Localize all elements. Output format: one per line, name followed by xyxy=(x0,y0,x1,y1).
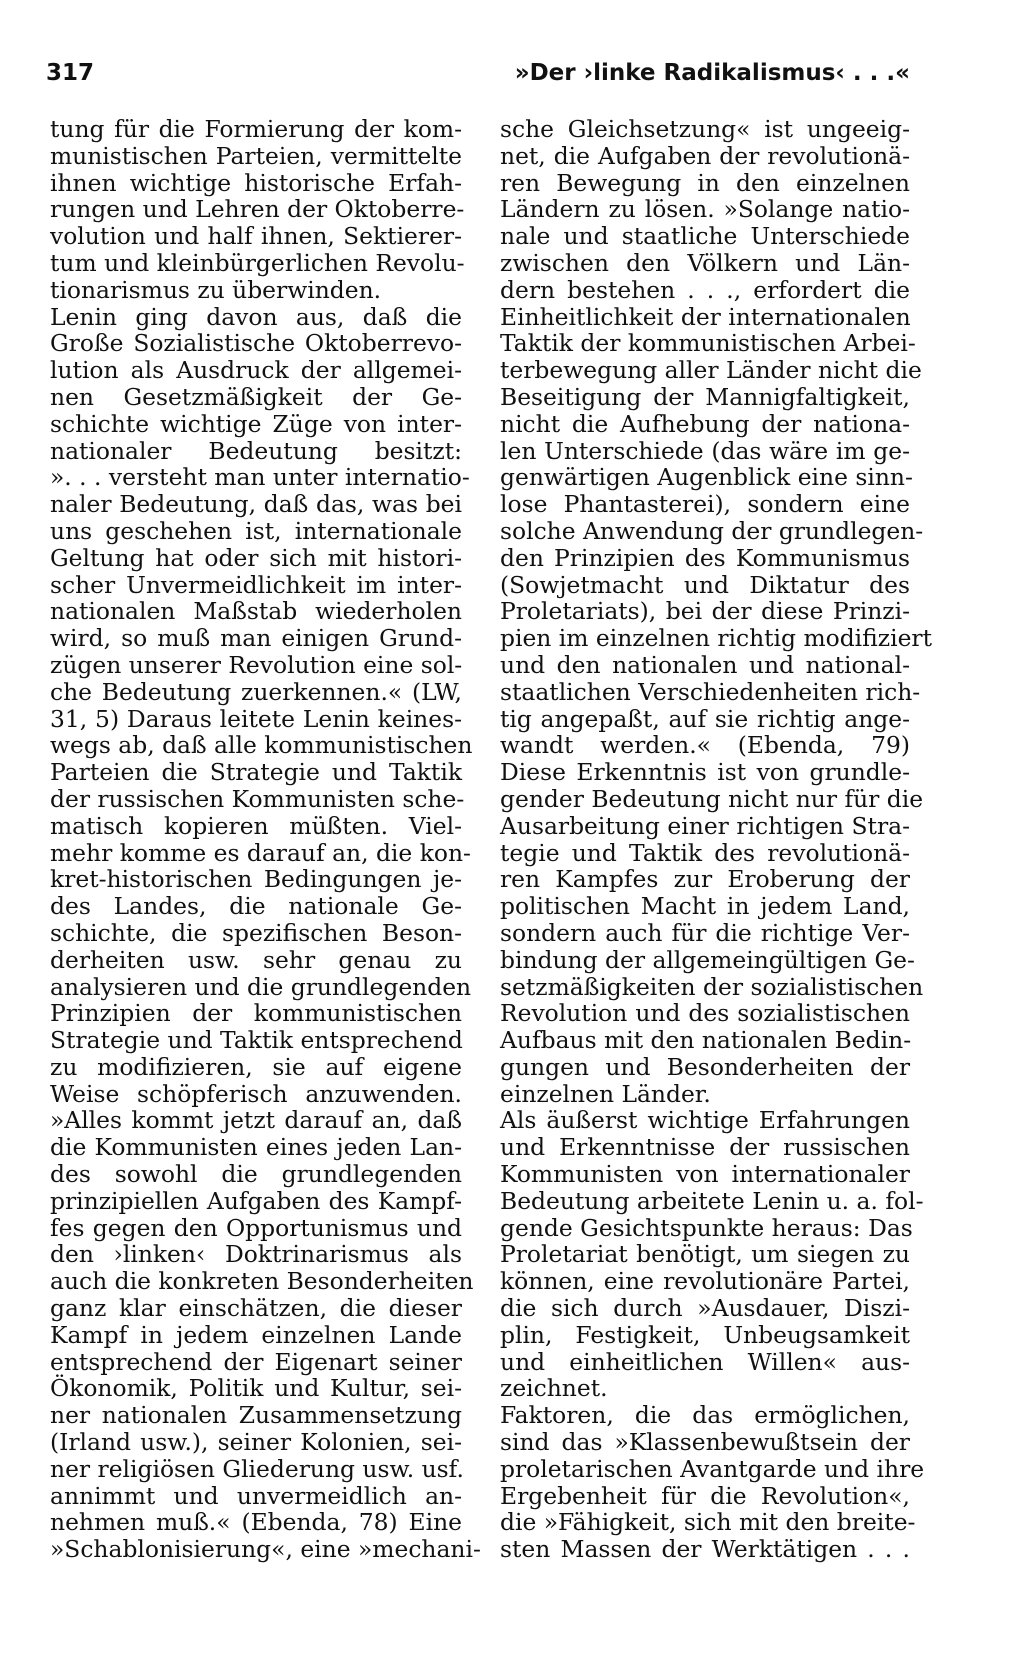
text-line: »Schablonisierung«, eine »mechani- xyxy=(50,1535,481,1564)
text-line: können, eine revolutionäre Partei, xyxy=(500,1267,910,1296)
text-line: (Sowjetmacht und Diktatur des xyxy=(500,570,910,599)
text-line: wird, so muß man einigen Grund- xyxy=(50,624,462,653)
text-line: Revolution und des sozialistischen xyxy=(500,999,910,1028)
text-line: gender Bedeutung nicht nur für die xyxy=(500,784,924,813)
text-line: nationaler Bedeutung besitzt: xyxy=(50,436,462,465)
text-line: Proletariat benötigt, um siegen zu xyxy=(500,1240,910,1269)
text-line: sind das »Klassenbewußtsein der xyxy=(500,1428,910,1457)
text-line: Proletariats), bei der diese Prinzi- xyxy=(500,597,910,626)
text-line: setzmäßigkeiten der sozialistischen xyxy=(500,972,924,1001)
text-line: Faktoren, die das ermöglichen, xyxy=(500,1401,910,1430)
text-line: sten Massen der Werktätigen . . . xyxy=(500,1535,910,1564)
text-line: terbewegung aller Länder nicht die xyxy=(500,356,922,385)
text-line: ganz klar einschätzen, die dieser xyxy=(50,1294,462,1323)
text-line: Weise schöpferisch anzuwenden. xyxy=(50,1079,462,1108)
text-line: nale und staatliche Unterschiede xyxy=(500,222,910,251)
right-text-column xyxy=(500,115,932,1564)
text-line: prinzipiellen Aufgaben des Kampf- xyxy=(50,1186,462,1215)
text-line: che Bedeutung zuerkennen.« (LW, xyxy=(50,677,462,706)
text-line: len Unterschiede (das wäre im ge- xyxy=(500,436,910,465)
text-line: plin, Festigkeit, Unbeugsamkeit xyxy=(500,1320,910,1349)
text-line: Ausarbeitung einer richtigen Stra- xyxy=(500,811,910,840)
text-line: Beseitigung der Mannigfaltigkeit, xyxy=(500,382,910,411)
text-line: Parteien die Strategie und Taktik xyxy=(50,758,462,787)
text-line: munistischen Parteien, vermittelte xyxy=(50,141,462,170)
text-line: schichte wichtige Züge von inter- xyxy=(50,409,462,438)
text-line: Ergebenheit für die Revolution«, xyxy=(500,1481,910,1510)
text-line: tung für die Formierung der kom- xyxy=(50,115,462,143)
text-line: dern bestehen . . ., erfordert die xyxy=(500,275,910,304)
text-line: zwischen den Völkern und Län- xyxy=(500,248,910,277)
text-line: mehr komme es darauf an, die kon- xyxy=(50,838,471,867)
text-line: tig angepaßt, auf sie richtig ange- xyxy=(500,704,910,733)
text-line: uns geschehen ist, internationale xyxy=(50,516,462,545)
text-line: ren Bewegung in den einzelnen xyxy=(500,168,910,197)
text-line: entsprechend der Eigenart seiner xyxy=(50,1347,462,1376)
text-line: den ›linken‹ Doktrinarismus als xyxy=(50,1240,462,1269)
text-line: wegs ab, daß alle kommunistischen xyxy=(50,731,473,760)
text-line: ren Kampfes zur Eroberung der xyxy=(500,865,910,894)
text-line: die Kommunisten eines jeden Lan- xyxy=(50,1133,462,1162)
text-line: Als äußerst wichtige Erfahrungen xyxy=(500,1106,910,1135)
text-line: Bedeutung arbeitete Lenin u. a. fol- xyxy=(500,1186,924,1215)
text-line: Geltung hat oder sich mit histori- xyxy=(50,543,462,572)
text-line: tionarismus zu überwinden. xyxy=(50,275,382,304)
text-line: nicht die Aufhebung der nationa- xyxy=(500,409,910,438)
text-line: ». . . versteht man unter internatio- xyxy=(50,463,470,492)
text-line: scher Unvermeidlichkeit im inter- xyxy=(50,570,462,599)
page-header xyxy=(46,60,910,96)
text-line: derheiten usw. sehr genau zu xyxy=(50,945,462,974)
text-line: Taktik der kommunistischen Arbei- xyxy=(500,329,916,358)
text-line: naler Bedeutung, daß das, was bei xyxy=(50,490,462,519)
text-line: ihnen wichtige historische Erfah- xyxy=(50,168,462,197)
text-line: lose Phantasterei), sondern eine xyxy=(500,490,910,519)
text-line: zeichnet. xyxy=(500,1374,608,1403)
text-line: zügen unserer Revolution eine sol- xyxy=(50,650,463,679)
text-line: Ländern zu lösen. »Solange natio- xyxy=(500,195,910,224)
text-line: Kommunisten von internationaler xyxy=(500,1160,910,1189)
running-title: »Der ›linke Radikalismus‹ . . .« xyxy=(514,60,910,86)
text-line: gungen und Besonderheiten der xyxy=(500,1052,910,1081)
text-line: sondern auch für die richtige Ver- xyxy=(500,918,910,947)
text-line: pien im einzelnen richtig modifiziert xyxy=(500,624,932,653)
text-line: Große Sozialistische Oktoberrevo- xyxy=(50,329,462,358)
text-line: politischen Macht in jedem Land, xyxy=(500,892,910,921)
text-line: der russischen Kommunisten sche- xyxy=(50,784,465,813)
text-line: gende Gesichtspunkte heraus: Das xyxy=(500,1213,913,1242)
text-line: und einheitlichen Willen« aus- xyxy=(500,1347,910,1376)
text-line: die sich durch »Ausdauer, Diszi- xyxy=(500,1294,910,1323)
text-line: Einheitlichkeit der internationalen xyxy=(500,302,911,331)
text-line: einzelnen Länder. xyxy=(500,1079,711,1108)
text-line: analysieren und die grundlegenden xyxy=(50,972,472,1001)
text-line: (Irland usw.), seiner Kolonien, sei- xyxy=(50,1428,462,1457)
text-line: und den nationalen und national- xyxy=(500,650,910,679)
text-line: Strategie und Taktik entsprechend xyxy=(50,1026,463,1055)
text-line: auch die konkreten Besonderheiten xyxy=(50,1267,474,1296)
text-line: rungen und Lehren der Oktoberre- xyxy=(50,195,465,224)
text-line: bindung der allgemeingültigen Ge- xyxy=(500,945,915,974)
text-line: »Alles kommt jetzt darauf an, daß xyxy=(50,1106,462,1135)
text-line: Kampf in jedem einzelnen Lande xyxy=(50,1320,462,1349)
text-line: Lenin ging davon aus, daß die xyxy=(50,302,462,331)
text-line: schichte, die spezifischen Beson- xyxy=(50,918,462,947)
text-line: tum und kleinbürgerlichen Revolu- xyxy=(50,248,465,277)
text-line: Ökonomik, Politik und Kultur, sei- xyxy=(50,1374,462,1403)
text-line: solche Anwendung der grundlegen- xyxy=(500,516,924,545)
text-line: nen Gesetzmäßigkeit der Ge- xyxy=(50,382,462,411)
text-line: net, die Aufgaben der revolutionä- xyxy=(500,141,910,170)
text-line: fes gegen den Opportunismus und xyxy=(50,1213,462,1242)
text-line: volution und half ihnen, Sektierer- xyxy=(50,222,462,251)
text-line: lution als Ausdruck der allgemei- xyxy=(50,356,462,385)
text-line: annimmt und unvermeidlich an- xyxy=(50,1481,462,1510)
text-line: Prinzipien der kommunistischen xyxy=(50,999,462,1028)
text-line: nehmen muß.« (Ebenda, 78) Eine xyxy=(50,1508,462,1537)
text-line: nationalen Maßstab wiederholen xyxy=(50,597,462,626)
text-line: des Landes, die nationale Ge- xyxy=(50,892,462,921)
page-number: 317 xyxy=(46,60,95,86)
text-line: matisch kopieren müßten. Viel- xyxy=(50,811,462,840)
text-line: zu modifizieren, sie auf eigene xyxy=(50,1052,462,1081)
text-line: des sowohl die grundlegenden xyxy=(50,1160,462,1189)
text-line: den Prinzipien des Kommunismus xyxy=(500,543,910,572)
text-line: sche Gleichsetzung« ist ungeeig- xyxy=(500,115,910,143)
text-line: ner nationalen Zusammensetzung xyxy=(50,1401,462,1430)
text-line: Diese Erkenntnis ist von grundle- xyxy=(500,758,910,787)
text-line: 31, 5) Daraus leitete Lenin keines- xyxy=(50,704,462,733)
text-line: tegie und Taktik des revolutionä- xyxy=(500,838,910,867)
left-text-column xyxy=(50,115,481,1564)
text-line: ner religiösen Gliederung usw. usf. xyxy=(50,1454,464,1483)
text-line: proletarischen Avantgarde und ihre xyxy=(500,1454,925,1483)
text-line: staatlichen Verschiedenheiten rich- xyxy=(500,677,921,706)
text-line: die »Fähigkeit, sich mit den breite- xyxy=(500,1508,916,1537)
text-line: kret-historischen Bedingungen je- xyxy=(50,865,462,894)
text-line: Aufbaus mit den nationalen Bedin- xyxy=(500,1026,912,1055)
text-line: und Erkenntnisse der russischen xyxy=(500,1133,910,1162)
text-line: wandt werden.« (Ebenda, 79) xyxy=(500,731,910,760)
text-line: genwärtigen Augenblick eine sinn- xyxy=(500,463,913,492)
